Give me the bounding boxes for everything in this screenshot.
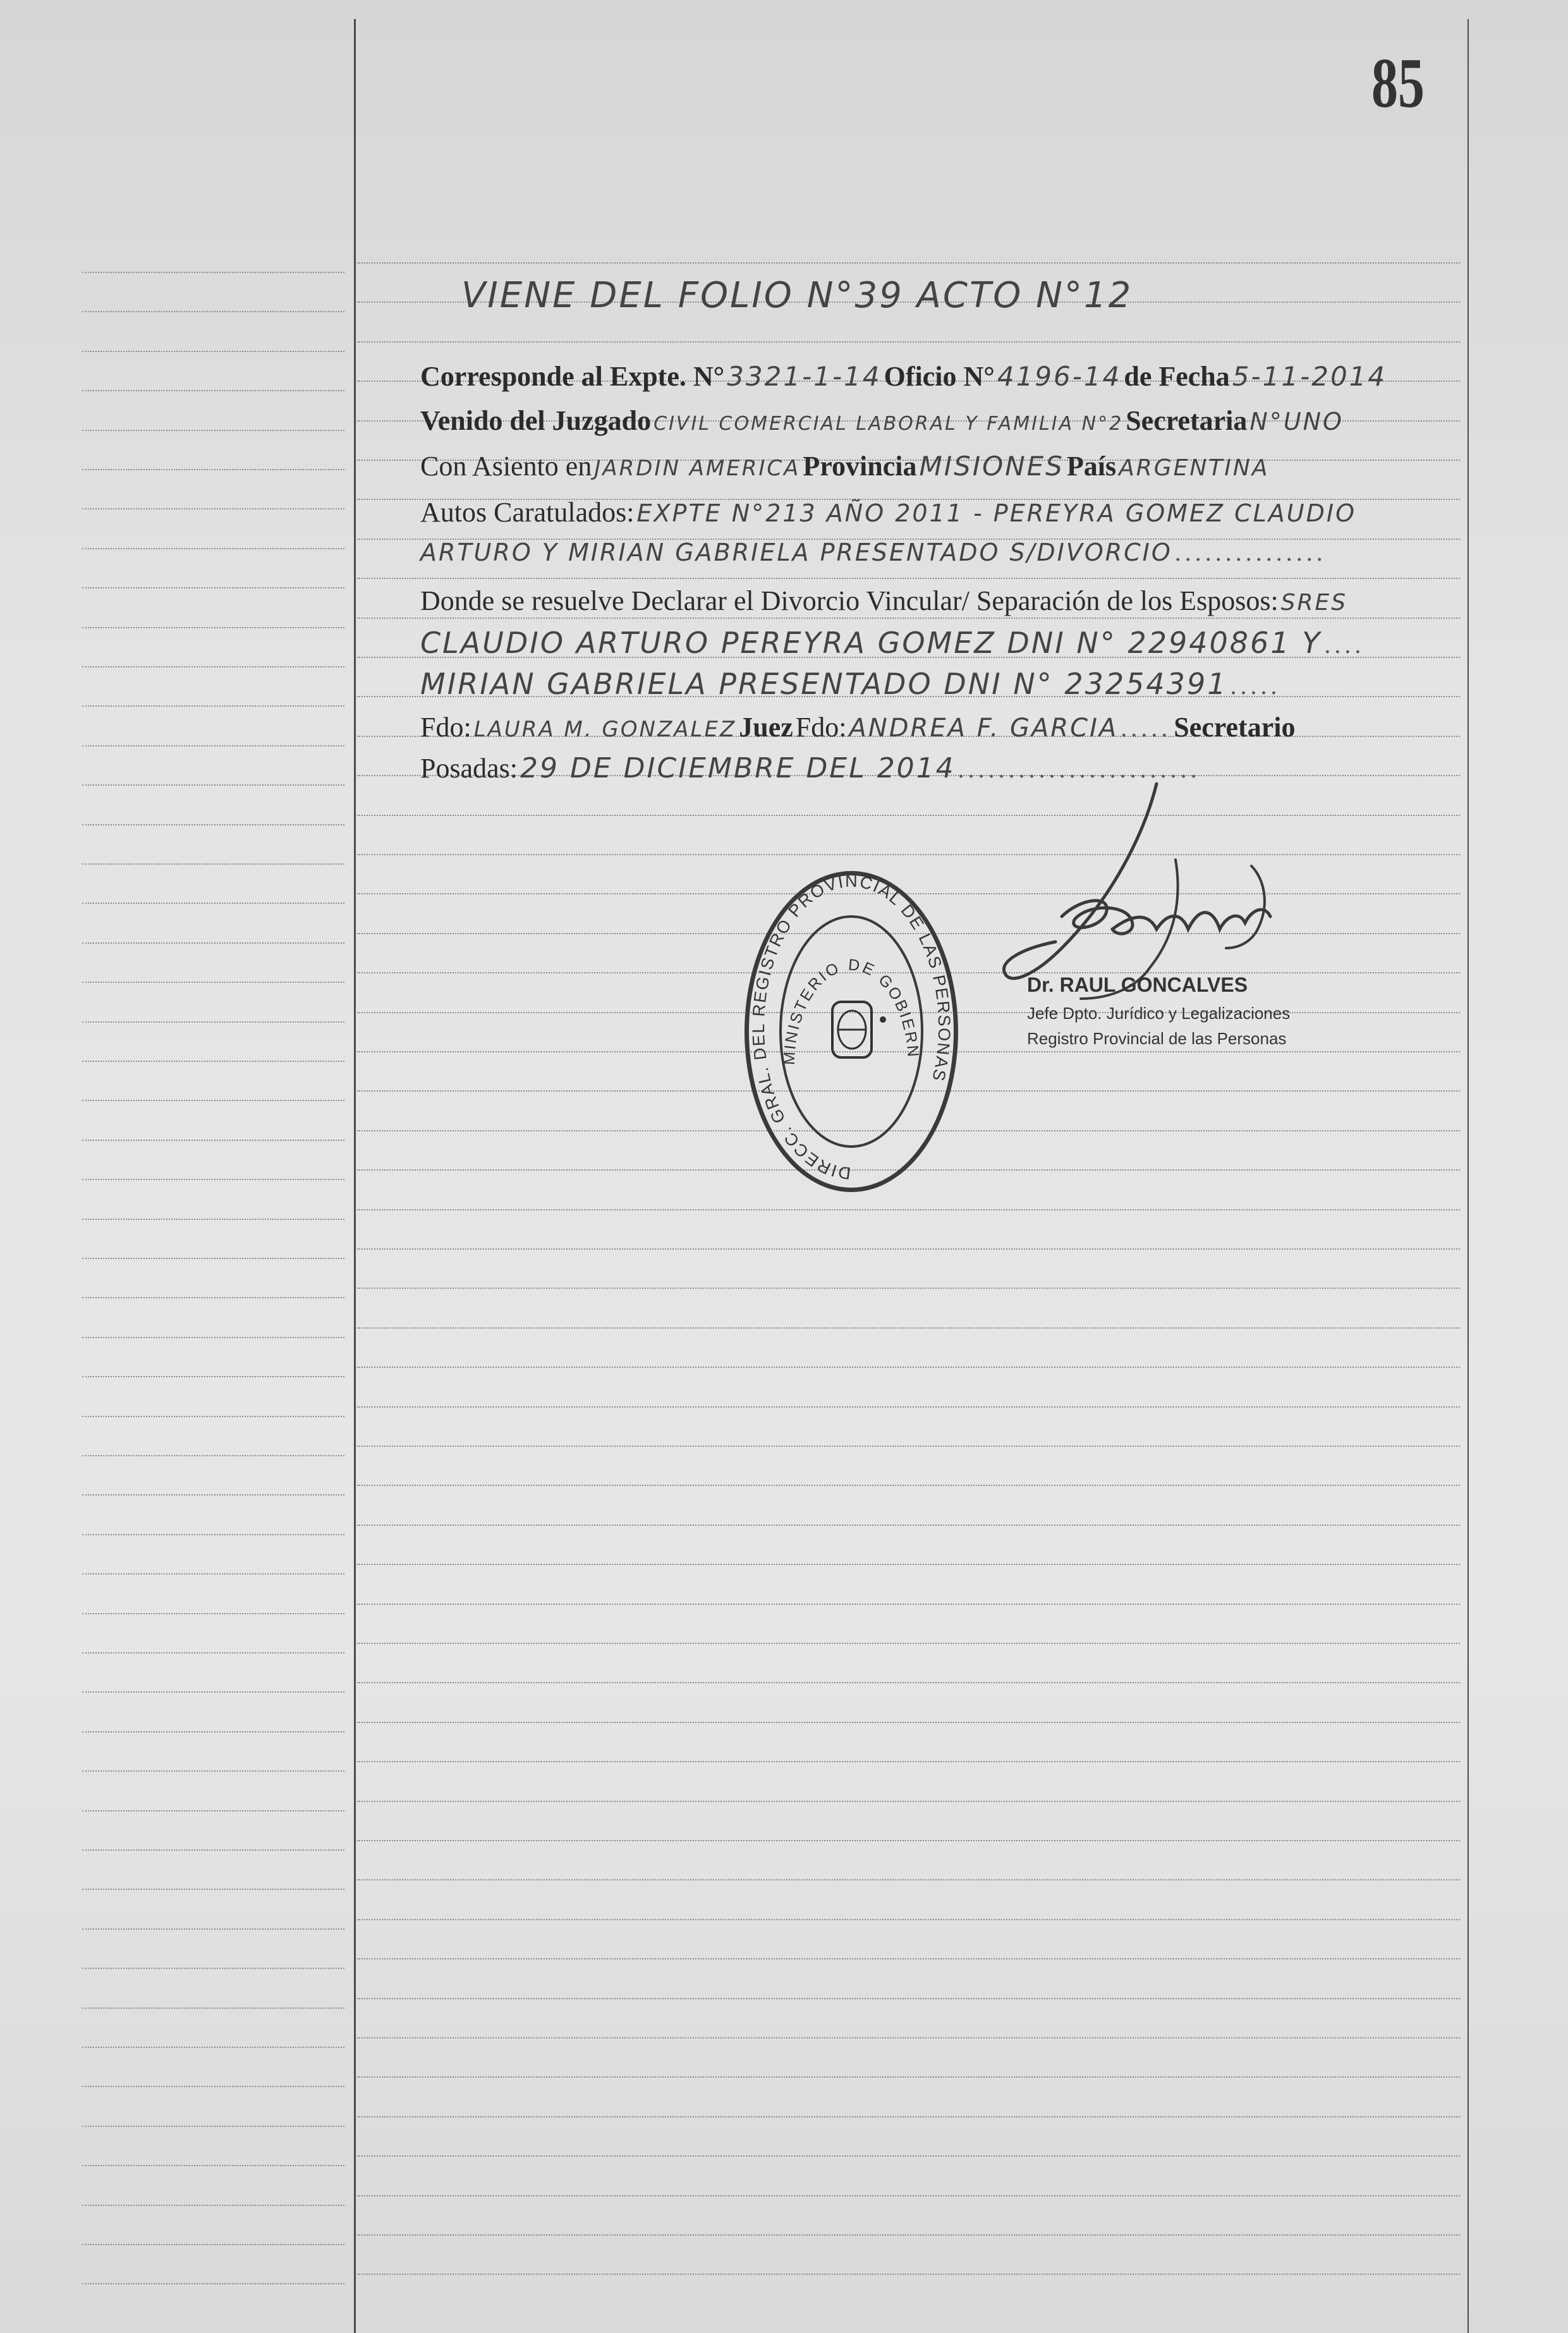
- autos-line-2: [420, 537, 1400, 567]
- firmas-line: [420, 711, 1400, 743]
- ruled-line: [357, 2037, 1460, 2038]
- spouse1-line: [420, 626, 1400, 660]
- coat-of-arms-icon: [832, 1002, 886, 1057]
- ruled-line: [82, 2047, 344, 2048]
- ruled-line: [82, 1928, 344, 1930]
- fill-dots: .....: [1121, 714, 1172, 742]
- ruled-line: [82, 508, 344, 509]
- ruled-line: [82, 1258, 344, 1259]
- spouse2-line: [420, 667, 1400, 701]
- juzgado-value: CIVIL COMERCIAL LABORAL Y FAMILIA N°2: [653, 413, 1124, 435]
- ruled-line: [357, 578, 1460, 579]
- ruled-line: [82, 1337, 344, 1338]
- ruled-line: [82, 1731, 344, 1733]
- ruled-line: [357, 1288, 1460, 1289]
- expte-label: Corresponde al Expte. N°: [420, 361, 725, 392]
- ruled-line: [357, 1998, 1460, 1999]
- ruled-line: [357, 262, 1460, 264]
- asiento-line: [420, 450, 1400, 482]
- ruled-line: [82, 1770, 344, 1772]
- ruled-line: [82, 2165, 344, 2166]
- ruled-line: [82, 1534, 344, 1535]
- margin-line: [354, 19, 356, 2333]
- secretaria-name: ANDREA F. GARCIA: [849, 714, 1119, 743]
- signatory-title-2: Registro Provincial de las Personas: [1027, 1029, 1287, 1048]
- ruled-line: [357, 1761, 1460, 1762]
- ruled-line: [82, 2086, 344, 2087]
- juez-label: Juez: [739, 712, 793, 743]
- ruled-line: [82, 1849, 344, 1851]
- ruled-line: [82, 1140, 344, 1141]
- ruled-line: [82, 2007, 344, 2009]
- ruled-line: [82, 1455, 344, 1456]
- divorcio-label: Donde se resuelve Declarar el Divorcio Vincular/ Separación de los Esposos:: [420, 585, 1279, 616]
- juzgado-line: [420, 405, 1400, 437]
- provincia-label: Provincia: [803, 451, 917, 482]
- official-stamp: [744, 871, 958, 1192]
- ruled-line: [82, 587, 344, 588]
- oficio-label: Oficio N°: [884, 361, 995, 392]
- pais-value: ARGENTINA: [1119, 455, 1270, 481]
- ruled-line: [357, 1327, 1460, 1329]
- asiento-value: JARDIN AMERICA: [594, 456, 801, 481]
- ruled-line: [82, 1376, 344, 1377]
- ruled-line: [82, 390, 344, 391]
- spouse1-value: CLAUDIO ARTURO PEREYRA GOMEZ DNI N° 22940861 Y: [420, 626, 1322, 660]
- ruled-line: [357, 1406, 1460, 1408]
- header-note: VIENE DEL FOLIO N°39 ACTO N°12: [461, 275, 1133, 316]
- ruled-line: [82, 1297, 344, 1298]
- ruled-line: [357, 2195, 1460, 2196]
- ruled-line: [357, 1209, 1460, 1210]
- ruled-line: [82, 2126, 344, 2127]
- ruled-line: [82, 1889, 344, 1890]
- fill-dots: .....: [1230, 671, 1281, 700]
- ruled-line: [82, 1613, 344, 1614]
- juzgado-label: Venido del Juzgado: [420, 405, 652, 436]
- posadas-label: Posadas:: [420, 753, 518, 784]
- autos-label: Autos Caratulados:: [420, 497, 635, 528]
- ruled-line: [82, 2205, 344, 2206]
- ruled-line: [357, 2116, 1460, 2117]
- ruled-line: [357, 1446, 1460, 1447]
- ruled-line: [357, 1919, 1460, 1920]
- ruled-line: [357, 1958, 1460, 1959]
- ruled-line: [357, 1525, 1460, 1526]
- ruled-line: [357, 1564, 1460, 1565]
- fill-dots: ....: [1324, 630, 1365, 659]
- fdo-label: Fdo:: [420, 712, 471, 743]
- ruled-line: [82, 1810, 344, 1812]
- ruled-line: [357, 1840, 1460, 1841]
- ruled-line: [82, 942, 344, 944]
- autos-value-2: ARTURO Y MIRIAN GABRIELA PRESENTADO S/DIVORCIO: [420, 539, 1172, 566]
- ruled-line: [82, 627, 344, 628]
- oficio-value: 4196-14: [997, 361, 1122, 392]
- fill-dots: ........................: [957, 755, 1201, 783]
- stamp-inner-text: MINISTERIO DE GOBIERN: [780, 956, 922, 1066]
- pais-label: País: [1066, 451, 1117, 482]
- ruled-line: [82, 548, 344, 549]
- ruled-line: [82, 1100, 344, 1101]
- ruled-line: [82, 863, 344, 865]
- ruled-line: [357, 1643, 1460, 1644]
- ruled-line: [357, 341, 1460, 343]
- posadas-date: 29 DE DICIEMBRE DEL 2014: [520, 752, 956, 784]
- ruled-line: [82, 745, 344, 746]
- secretario-label: Secretario: [1174, 712, 1296, 743]
- ruled-line: [82, 469, 344, 470]
- ruled-line: [82, 903, 344, 904]
- juez-name: LAURA M. GONZALEZ: [473, 717, 737, 742]
- autos-value-1: EXPTE N°213 AÑO 2011 - PEREYRA GOMEZ CLAUDIO: [636, 499, 1356, 527]
- ruled-line: [357, 2274, 1460, 2275]
- divorcio-lead: SRES: [1280, 590, 1348, 616]
- ruled-line: [357, 1604, 1460, 1605]
- spouse2-value: MIRIAN GABRIELA PRESENTADO DNI N° 23254391: [420, 667, 1228, 701]
- page-number: 85: [1371, 44, 1425, 123]
- ruled-line: [357, 2234, 1460, 2236]
- ruled-line: [82, 1652, 344, 1654]
- expte-line: [420, 360, 1400, 393]
- stamp-graphic: [749, 875, 954, 1188]
- fill-dots: ...............: [1174, 538, 1327, 566]
- expte-value: 3321-1-14: [727, 361, 882, 392]
- ruled-line: [82, 1061, 344, 1062]
- ruled-line: [82, 666, 344, 667]
- ruled-line: [82, 824, 344, 825]
- asiento-label: Con Asiento en: [420, 451, 592, 482]
- ruled-line: [357, 1722, 1460, 1723]
- ruled-line: [82, 784, 344, 786]
- ruled-line: [82, 1494, 344, 1495]
- ruled-line: [82, 2244, 344, 2245]
- ruled-line: [357, 618, 1460, 619]
- provincia-value: MISIONES: [919, 451, 1064, 482]
- ruled-line: [82, 982, 344, 983]
- signatory-title-1: Jefe Dpto. Jurídico y Legalizaciones: [1027, 1004, 1291, 1023]
- ruled-line: [82, 705, 344, 707]
- ruled-line: [82, 351, 344, 352]
- signatory-name: Dr. RAUL GONCALVES: [1027, 973, 1248, 996]
- ruled-line: [82, 1416, 344, 1417]
- ruled-line: [82, 430, 344, 431]
- ruled-line: [82, 1573, 344, 1575]
- ruled-line: [357, 1248, 1460, 1250]
- ruled-line: [357, 2076, 1460, 2078]
- divorcio-line: [420, 585, 1400, 617]
- ruled-line: [82, 1219, 344, 1220]
- ruled-line: [82, 2283, 344, 2284]
- ruled-line: [82, 1968, 344, 1969]
- ruled-line: [82, 1691, 344, 1693]
- fecha-label: de Fecha: [1124, 361, 1230, 392]
- right-border-line: [1468, 19, 1469, 2333]
- ruled-line: [357, 1879, 1460, 1880]
- ruled-line: [357, 1682, 1460, 1683]
- ruled-line: [357, 1801, 1460, 1802]
- ruled-line: [82, 1021, 344, 1023]
- fdo2-label: Fdo:: [795, 712, 847, 743]
- ruled-line: [82, 311, 344, 312]
- ruled-line: [82, 1179, 344, 1180]
- ruled-line: [82, 272, 344, 273]
- stamp-outer-text: DIRECC. GRAL. DEL REGISTRO PROVINCIAL DE LAS PERSONAS: [749, 875, 954, 1183]
- autos-line: [420, 496, 1400, 528]
- secretaria-label: Secretaria: [1126, 405, 1248, 436]
- fecha-value: 5-11-2014: [1232, 361, 1387, 392]
- ruled-line: [357, 1367, 1460, 1368]
- ruled-line: [357, 1485, 1460, 1486]
- ruled-line: [357, 2155, 1460, 2157]
- secretaria-value: N°UNO: [1249, 408, 1344, 436]
